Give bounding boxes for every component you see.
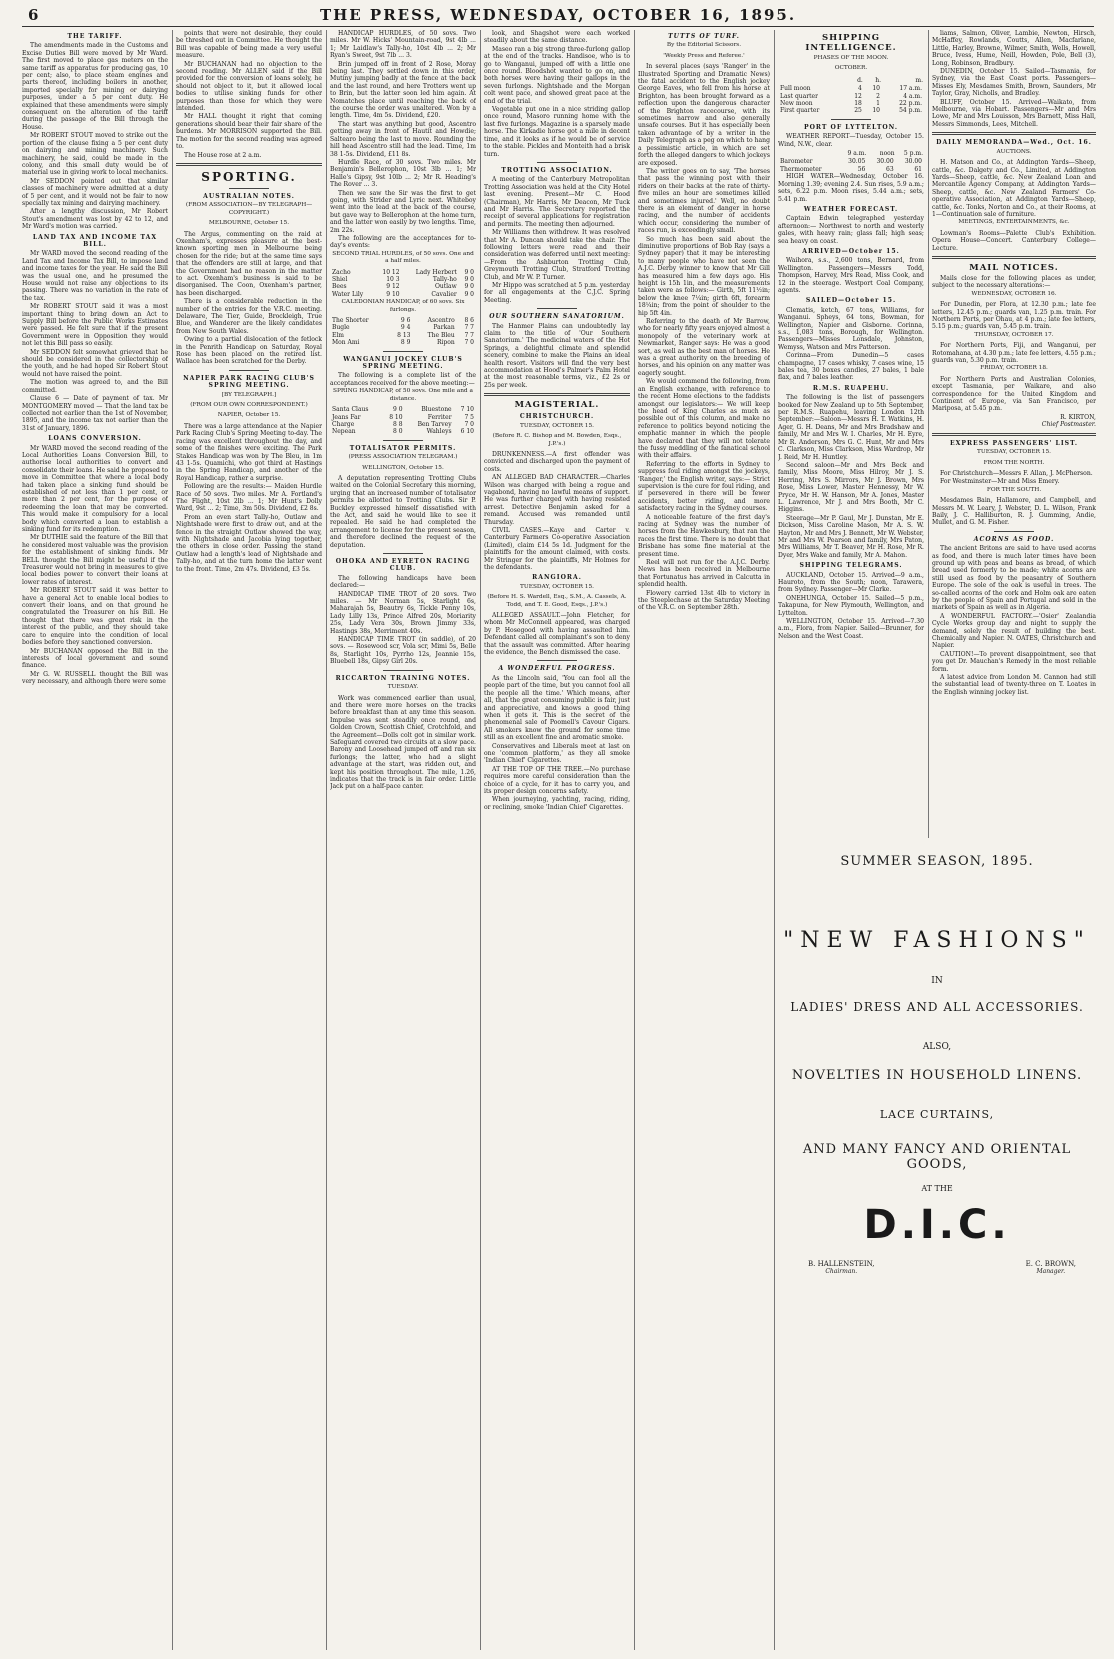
- table-cell: 8 0: [393, 428, 403, 436]
- article-paragraph: A WONDERFUL FACTORY.—'Osier' Zealandia Cycle Works group day and night to supply the demand, solely the result of building the best. Chemically and Napier. N. OATES, Christchurch and Napier.: [932, 612, 1096, 650]
- divider: [383, 670, 423, 671]
- article-paragraph: Clause 6 — Date of payment of tax. Mr MONTGOMERY moved — That the land tax be collected not earlier than the 1st of November, 1895, and the income tax not earlier than the 31st of January, 1896.: [22, 395, 168, 432]
- subheading: AUCTIONS.: [996, 148, 1032, 155]
- table-cell: 9 0: [464, 290, 474, 298]
- dateline: MELBOURNE, October 15.: [208, 220, 290, 227]
- acceptance-row: [330, 428, 476, 435]
- article-paragraph: HANDICAP TIME TROT of 20 sovs. Two miles. — Mr Norman 5s, Starlight 6s, Maharajah 5s, Beautry 6s, Tickle Penny 10s, Lady Lilly 13s, Prince Alfred 20s, Moriarity 25s, Lady Vera 30s, Brown Jimmy 33s, Hastings 38s, Merriment 40s.: [330, 590, 476, 635]
- table-cell: 9 0: [393, 406, 403, 414]
- column-rule: [172, 30, 173, 1650]
- article-paragraph: The ancient Britons are said to have used acorns as food, and there is much later times have been ground up with peas and beans as bread, of which bread used formerly to be made; white acorns are still used as food by the peasantry of Southern Europe. The sole of the oak is useful in trees. The so-called acorns of the cork and Holm oak are eaten by the people of Spain and Portugal and sold in the markets of Spain as well as in Algeria.: [932, 545, 1096, 612]
- section-title-magisterial: MAGISTERIAL.: [514, 400, 600, 411]
- dateline: WEDNESDAY, OCTOBER 16.: [971, 290, 1057, 297]
- chairman-role: Chairman.: [825, 1268, 858, 1275]
- article-paragraph: Mesdames Bain, Hallamore, and Campbell, and Messrs M. W. Leary, J. Webster, D. L. Wilson, Frank Baily, J. C. Halliburton, R. J. Gumming, Andie, Mullet, and G. M. Fisher.: [932, 497, 1096, 527]
- column-2: [176, 30, 322, 1650]
- column-1: [22, 30, 168, 1650]
- dateline: (PRESS ASSOCIATION TELEGRAM.): [348, 454, 458, 461]
- table-cell: 9 12: [386, 283, 400, 291]
- table-cell: 30.00: [904, 158, 922, 166]
- article-paragraph: ONEHUNGA, October 15. Sailed—5 p.m., Takapuna, for New Plymouth, Wellington, and Lyttelton.: [778, 594, 924, 617]
- table-cell: Lady Herbert: [415, 268, 457, 276]
- article-paragraph: Vegetable put one in a nice striding gallop once round, Masoro running home with the last five furlongs. Magazine is a sparsely made horse. The Kirkadie horse got a mile in decent time, and it looks as if he would be of service to the stable. Pickles and Monteith had a brisk turn.: [484, 106, 630, 158]
- table-cell: 54 p.m.: [899, 107, 922, 115]
- signature-role: Chief Postmaster.: [1041, 421, 1096, 429]
- ad-ladies-dress: LADIES' DRESS AND ALL ACCESSORIES.: [790, 1000, 1084, 1014]
- table-cell: 7 7: [464, 331, 474, 339]
- table-cell: Tally-ho: [432, 276, 457, 283]
- article-paragraph: Brin jumped off in front of 2 Rose, Moray being last. They settled down in this order, Mutiny jumping badly at the fence at the back and the last round, and here Trotters went up to Brin, but the latter soon led him again. At Nomatches place until reaching the back of the course the order was unaltered. Won by a length. Time, 4m 5s. Dividend, £20.: [330, 60, 476, 120]
- divider: [176, 163, 322, 166]
- acceptance-row: [330, 283, 476, 290]
- table-cell: 30.05: [848, 158, 866, 166]
- article-paragraph: The House rose at 2 a.m.: [184, 151, 262, 159]
- article-paragraph: Mr Williams then withdrew. It was resolved that Mr A. Duncan should take the chair. The following letters were read and their consideration was deferred until next meeting:—From the Ashburton Trotting Club, Greymouth Trotting Club, Stratford Trotting Club, and Mr W. P. Turner.: [484, 229, 630, 281]
- article-paragraph: BLUFF, October 15. Arrived—Waikato, from Melbourne, via Hobart. Passengers—Mr and Mrs Lowe, Mr and Mrs Louisson, Mrs Barnett, Miss Hall, Messrs Simmonds, Lees, Mitchell.: [932, 98, 1096, 128]
- divider: [229, 370, 269, 371]
- divider: [994, 531, 1034, 532]
- dateline: NAPIER, October 15.: [217, 412, 281, 419]
- column-rule: [774, 30, 775, 1650]
- table-cell: 8 10: [389, 413, 403, 421]
- ad-season: SUMMER SEASON, 1895.: [840, 854, 1034, 869]
- dic-logo: D.I.C.: [863, 1202, 1011, 1248]
- article-paragraph: Mr SEDDON pointed out that similar classes of machinery were admitted at a duty of 5 per cent, and it would not be fair to now specially tax mining and dairying machinery.: [22, 177, 168, 207]
- article-paragraph: Corinna—From Dunedin—5 cases champagne, 17 cases whisky, 7 cases wine, 15 bales tea, 30 boxes candles, 27 bales, 1 bale flax, and 7 bales leather.: [778, 352, 924, 382]
- ad-lace-curtains: LACE CURTAINS,: [879, 1108, 995, 1121]
- article-paragraph: Then we saw the Sir was the first to get going, with Strider and Lyric next. Whiteboy went into the lead at the back of the course, but gave way to Bellerophon at the home turn, and the latter won easily by two lengths. Time, 2m 22s.: [330, 189, 476, 234]
- table-cell: 9 0: [464, 283, 474, 291]
- subheading: MEETINGS, ENTERTAINMENTS, &c.: [958, 219, 1070, 226]
- dateline: FRIDAY, OCTOBER 18.: [980, 365, 1048, 372]
- moon-header-row: [778, 76, 924, 85]
- table-cell: Ripon: [436, 339, 455, 347]
- table-cell: 7 10: [460, 406, 474, 414]
- table-header-cell: noon: [879, 150, 895, 158]
- article-paragraph: Mr Hippo was scratched at 5 p.m. yesterday for all engagements at the C.J.C. Spring Meeting.: [484, 282, 630, 304]
- article-paragraph: Following are the results:— Maiden Hurdle Race of 50 sovs. Two miles. Mr A. Fortland's The Flight, 10st 2lb ... 1; Mr Hunt's Dolly Ward, 9st ... 2; Time, 3m 50s. Dividend, £2 8s.: [176, 483, 322, 513]
- table-cell: The Shorter: [332, 317, 369, 325]
- table-cell: Cavalier: [431, 290, 457, 298]
- table-cell: 9 10: [386, 290, 400, 298]
- table-cell: The Bleu: [427, 331, 455, 339]
- ad-also: ALSO,: [922, 1042, 952, 1052]
- article-paragraph: Second saloon—Mr and Mrs Beck and family, Miss Moore, Miss Hilroy, Mr J. S. Herring, Mrs S. Mirrors, Mr J. Brown, Mrs Rose, Miss Lower, Master Hennessy, Mr W. Pryce, Mr H. W. Hanson, Mr A. Jones, Master L. Lawrence, Mr J. and Mrs Booth, Mr C. Higgins.: [778, 461, 924, 514]
- weather-row: [778, 166, 924, 173]
- article-paragraph: Mr WARD moved the second reading of the Local Authorities Loans Conversion Bill, to authorise local authorities to convert and consolidate their loans. He said he proposed to move in Committee that where a local body had taken place a sinking fund should be established of not less than 1 per cent, or more than 2 per cent, for the purpose of redeeming the loan that may be converted. This would make it compulsory for a local body which converted a loan to establish a sinking fund for its redemption.: [22, 444, 168, 533]
- table-cell: First quarter: [780, 107, 820, 115]
- article-paragraph: For Christchurch—Messrs F. Allan, J. McPherson.: [940, 469, 1093, 477]
- article-paragraph: ALLEGED ASSAULT.—John Fletcher, for whom Mr McConnell appeared, was charged by P. Hosegood with having assaulted him. Defendant called all complainant's son to deny that the assault was committed. After hearing the evidence, the Bench dismissed the case.: [484, 612, 630, 657]
- article-paragraph: WELLINGTON, October 15. Arrived—7.30 a.m., Flora, from Napier. Sailed—Brunner, for Nelson and the West Coast.: [778, 618, 924, 640]
- divider: [537, 308, 577, 309]
- table-cell: 8 9: [400, 339, 411, 347]
- subheading-forecast: WEATHER FORECAST.: [803, 205, 899, 213]
- table-cell: Ben Tarvey: [417, 420, 452, 428]
- race-heading: SECOND TRIAL HURDLES, of 50 sovs. One and a half miles.: [332, 250, 474, 265]
- article-paragraph: Hurdle Race, of 30 sovs. Two miles. Mr Benjamin's Bellerophon, 10st 3lb ... 1; Mr Halle's Gipsy, 9st 10lb ... 2; Mr R. Heading's The Rover ... 3.: [330, 158, 476, 189]
- ad-in: IN: [931, 976, 943, 986]
- ad-signature-manager: [1026, 1260, 1076, 1275]
- newspaper-title: THE PRESS, WEDNESDAY, OCTOBER 16, 1895.: [319, 6, 797, 24]
- article-paragraph: For Northern Ports, Fiji, and Wanganui, per Rotomahana, at 4.30 p.m.; late fee letters, 4.55 p.m.; guards van, 5.30 p.m. train.: [932, 342, 1096, 365]
- headline-memoranda: DAILY MEMORANDA—Wed., Oct. 16.: [936, 139, 1092, 147]
- table-cell: 10: [872, 85, 880, 93]
- table-cell: New moon: [780, 100, 813, 108]
- dateline: [BY TELEGRAPH.]: [221, 391, 277, 398]
- article-paragraph: For Dunedin, per Flora, at 12.30 p.m.; late fee letters, 12.45 p.m.; guards van, 1.25 p.m. train. For Northern Ports, per Ohau, at 4 p.m.; late fee letters, 5.15 p.m.; guards van, 5.45 p.m. train.: [932, 301, 1096, 331]
- table-cell: 2: [876, 92, 880, 100]
- divider: [537, 660, 577, 661]
- headline-tariff: THE TARIFF.: [67, 33, 123, 40]
- table-header-cell: m.: [915, 76, 923, 84]
- headline-trotting: TROTTING ASSOCIATION.: [501, 166, 613, 174]
- article-paragraph: AN ALLEGED BAD CHARACTER.—Charles Wilson was charged with being a rogue and vagabond, having no lawful means of support. He was further charged with having resisted arrest. Detective Benjamin asked for a remand. Accused was remanded until Thursday.: [484, 474, 630, 526]
- ad-new-fashions: "NEW FASHIONS": [783, 928, 1091, 953]
- table-cell: 4: [858, 85, 862, 93]
- headline-totalisator: TOTALISATOR PERMITS.: [349, 444, 457, 452]
- table-cell: Elm: [332, 331, 344, 339]
- article-paragraph: There was a large attendance at the Napier Park Racing Club's Spring Meeting to-day. The racing was excellent throughout the day, and some of the finishes were exciting. The Park Stakes Handicap was won by The Bleu, in 1m 43 1-5s. Quamichi, who got third at Hastings in the Spring Handicap, and another of the Royal Handicap, rather a surprise.: [176, 422, 322, 482]
- divider: [229, 188, 269, 189]
- subheading: PHASES OF THE MOON.: [813, 55, 889, 61]
- article-paragraph: There is a considerable reduction in the number of the entries for the V.R.C. meeting. Delaware, The Tier, Guide, Brockleigh, True Blue, and Wanderer are the likely candidates from New South Wales.: [176, 298, 322, 335]
- table-cell: 6 10: [460, 428, 474, 436]
- moon-phase-row: [778, 93, 924, 100]
- dateline: TUESDAY, OCTOBER 15.: [519, 422, 595, 429]
- article-paragraph: The following is the list of passengers booked for New Zealand up to 5th September, per R.M.S. Ruapehu, leaving London 12th September:—Saloon—Messrs H. T. Watkins, H. Ager, G. H. Deans, Mr and Mrs Bradshaw and family, Mr and Mrs W. I. Charles, Mr H. Eyre, Mr R. Anderson, Mrs G. C. Hunt, Mr and Mrs C. Clarkson, Miss Clarkson, Miss Wardrop, Mr J. Reid, Mr H. Huntley.: [778, 394, 924, 461]
- subheading-ruapehu: R.M.S. RUAPEHU.: [812, 384, 890, 392]
- article-paragraph: The Hanmer Plains can undoubtedly lay claim to the title of 'Our Southern Sanatorium.' The medicinal waters of the Hot Springs, a delightful climate and splendid scenery, combine to make the Plains an ideal health resort. Visitors will find the very best accommodation at Hood's Palmer's Palm Hotel at the most reasonable terms, viz., £2 2s or 25s per week.: [484, 322, 630, 389]
- moon-phase-row: [778, 100, 924, 107]
- headline-express: EXPRESS PASSENGERS' LIST.: [950, 439, 1078, 447]
- manager-role: Manager.: [1036, 1268, 1066, 1275]
- headline-riccarton: RICCARTON TRAINING NOTES.: [335, 674, 471, 682]
- divider: [383, 351, 423, 352]
- column-rule: [928, 30, 929, 838]
- table-cell: Shiel: [332, 276, 348, 283]
- table-header-cell: 5 p.m.: [903, 150, 923, 158]
- table-cell: [778, 76, 846, 85]
- acceptance-row: [330, 324, 476, 331]
- byline: 'Weekly Press and Referee.': [663, 52, 745, 59]
- article-paragraph: AUCKLAND, October 15. Arrived—9 a.m., Hauroto, from the South; noon, Tarawera, from Sydney. Passenger—Mr Clarke.: [778, 571, 924, 594]
- article-paragraph: After a lengthy discussion, Mr Robert Stout's amendment was lost by 42 to 12, and Mr Ward's motion was carried.: [22, 208, 168, 231]
- table-cell: Bees: [332, 283, 347, 291]
- dateline: TUESDAY, OCTOBER 15.: [519, 583, 595, 590]
- subheading-christchurch: CHRISTCHURCH.: [519, 413, 595, 421]
- article-paragraph: A latest advice from London M. Cannon had still the substantial lead of twenty-three on T. Loates in the English winning jockey list.: [932, 674, 1096, 696]
- article-paragraph: From an even start Tally-ho, Outlaw and Nightshade were first to draw out, and at the fence in the straight Outlaw showed the way, with Nightshade and Jacobia lying together, the others in close order. Passing the stand Outlaw had a length's lead of Nightshade and Tally-ho, and at the turn home the latter went to the front. Time, 2m 47s. Dividend, £3 5s.: [176, 513, 322, 573]
- table-header-cell: 9 a.m.: [847, 150, 867, 158]
- article-paragraph: Steerage—Mr P. Gaul, Mr J. Dunstan, Mr E. Dickson, Miss Caroline Mason, Mr A. S. W. Hayton, Mr and Mrs J. Bennett, Mr W. Webster, Mr and Mrs W. Pearson and family, Mrs Paton, Mrs Williams, Mr T. Beaver, Mr H. Rose, Mr R. Dyer, Mrs Wake and family, Mr A. Mahon.: [778, 514, 924, 559]
- article-paragraph: As the Lincoln said, 'You can fool all the people part of the time, but you cannot fool all the people all the time.' Which means, after all, that the great consuming public is fair, just and appreciative, and knows a good thing when it gets it. This is the secret of the phenomenal sale of Poomell's Cavour Cigars. All smokers know the ground for some time still as an excellent fine and aromatic smoke.: [484, 674, 630, 742]
- acceptance-row: [330, 339, 476, 346]
- table-cell: Charge: [332, 420, 355, 428]
- divider: [484, 393, 630, 396]
- table-cell: 1: [876, 100, 880, 108]
- headline-wonderful-progress: A WONDERFUL PROGRESS.: [498, 665, 616, 673]
- manager-name: E. C. BROWN,: [1025, 1260, 1076, 1268]
- acceptance-table: [330, 317, 476, 347]
- weather-table: [778, 149, 924, 173]
- article-paragraph: Owing to a partial dislocation of the fetlock in the Penrith Handicap on Saturday, Royal Rose has been placed on the retired list. Wallace has been scratched for the Derby.: [176, 336, 322, 366]
- acceptance-table: [330, 269, 476, 299]
- table-cell: 8 6: [464, 317, 474, 325]
- article-paragraph: Mr ROBERT STOUT moved to strike out the portion of the clause fixing a 5 per cent duty on dairying and mining machinery. Such machinery, he said, could be made in the colony, and this small duty would be of material use in giving work to local mechanics.: [22, 132, 168, 177]
- article-paragraph: look, and Shagshot were each worked steadily about the same distance.: [484, 30, 630, 45]
- acceptance-row: [330, 406, 476, 413]
- article-paragraph: Mr HALL thought it right that coming generations should bear their fair share of the burdens. Mr MORRISON supported the Bill. The motion for the second reading was agreed to.: [176, 113, 322, 151]
- article-paragraph: DUNEDIN, October 15. Sailed—Tasmania, for Sydney, via the East Coast ports. Passengers—Misses Ely, Mesdames Smith, Brown, Saunders, Mr Taylor, Gray, Nicholls, and Bradley.: [932, 68, 1096, 98]
- table-cell: 9 6: [400, 317, 411, 325]
- article-paragraph: Work was commenced earlier than usual, and there were more horses on the tracks before breakfast than at any time this season. Impulse was sent steadily once round, and Golden Crown, Scottish Chief, Crotchfold, and the Agreement—Dolls colt got in similar work. Safeguard covered two circuits at a slow pace. Barony and Loosehead jumped off and ran six furlongs; the latter, who had a slight advantage at the start, was ridden out, and kept his position throughout. The mile, 1.26, indicates that the track is in fair order. Little Jack put on a half-pace canter.: [330, 694, 476, 791]
- table-cell: 7 0: [464, 339, 474, 347]
- table-cell: 12: [854, 92, 862, 100]
- article-paragraph: The writer goes on to say, 'The horses that pass the winning post with their riders on their backs at the rate of thirty-five miles an hour are sometimes killed and sometimes injured.' Well, no doubt there is an element of danger in horse racing, and the number of accidents which occur, considering the number of races run, is exceedingly small.: [638, 167, 770, 235]
- article-paragraph: liams, Salmon, Oliver, Lambie, Newton, Hirsch, McHaffey, Rowlands, Coutts, Allen, Macfarlane, Little, Harley, Browne, Wilmer, Smith, Wells, Howell, Bruce, Ivess, Hume, Neill, Howden, Pole, Bell (3), Long, Robinson, Bradbury.: [932, 30, 1096, 67]
- article-paragraph: Mr ROBERT STOUT said it was a most important thing to bring down an Act to Supply Bill before the Public Works Estimates were passed. He felt sure that if the present Government were in Opposition they would not let this Bill pass so easily.: [22, 303, 168, 348]
- ad-at-the: AT THE: [921, 1184, 953, 1193]
- article-paragraph: Mr SEDDON felt somewhat grieved that he should be considered in the collectorship of the youth, and he had hoped Sir Robert Stout would not have raised the point.: [22, 348, 168, 378]
- article-paragraph: So much has been said about the diminutive proportions of Bob Ray (says a Sydney paper) that it may be interesting to many people who have not seen the A.J.C. Derby winner to know that Mr Gill has measured him a few days ago. His height is 15h 1in, and the measurements taken were as follows:— Girth, 5ft 11½in; below the knee 7¼in; girth 6ft, forearm 18¼in; from the point of shoulder to the hip 5ft 4in.: [638, 235, 770, 317]
- table-cell: 9 4: [400, 324, 411, 332]
- table-cell: Bluestone: [421, 406, 452, 414]
- article-paragraph: In several places (says 'Ranger' in the Illustrated Sporting and Dramatic News) the fatal accident to the English jockey George Eaves, who fell from his horse at Brighton, has been brought forward as a reflection upon the dangerous character of the Brighton racecourse, with its sometimes narrow and also generally unsafe courses. But it has especially been taken advantage of by a writer in the Daily Telegraph as a peg on which to hang a pessimistic article, in which are set forth the alleged dangers to which jockeys are exposed.: [638, 63, 770, 167]
- article-paragraph: Mr BUCHANAN opposed the Bill in the interests of local government and sound finance.: [22, 647, 168, 670]
- article-paragraph: Mr WARD moved the second reading of the Land Tax and Income Tax Bill, to impose land and income taxes for the year. He said the Bill was the usual one, and he presumed the House would not raise any objections to its passing. There was no variation in the rate of the tax.: [22, 250, 168, 302]
- subheading: FOR THE SOUTH.: [986, 486, 1042, 493]
- article-paragraph: HANDICAP TIME TROT (in saddle), of 20 sovs. — Rosewood scr, Vola scr, Mimi 5s, Belle 8s, Starlight 10s, Pyrrho 12s, Jeannie 15s, Bluebell 18s, Gipsy Girl 20s.: [330, 636, 476, 666]
- dateline: WELLINGTON, October 15.: [362, 464, 444, 471]
- headline-ohoka: OHOKA AND EYRETON RACING CLUB.: [335, 558, 471, 573]
- table-cell: 7 7: [464, 324, 474, 332]
- divider: [537, 162, 577, 163]
- subheading-telegrams: SHIPPING TELEGRAMS.: [799, 562, 903, 570]
- moon-phase-table: [778, 76, 924, 115]
- acceptance-row: [330, 269, 476, 276]
- table-cell: Bugle: [332, 324, 350, 332]
- ad-fancy-goods: AND MANY FANCY AND ORIENTAL GOODS,: [802, 1142, 1072, 1172]
- divider: [932, 132, 1096, 135]
- article-paragraph: Reel will not run for the A.J.C. Derby. News has been received in Melbourne that Fortunatus has arrived in Calcutta in splendid health.: [638, 559, 770, 589]
- table-header-cell: h.: [875, 76, 881, 84]
- section-title-sporting: SPORTING.: [201, 169, 297, 184]
- table-cell: Barometer: [780, 158, 813, 166]
- table-cell: 9 0: [464, 276, 474, 283]
- divider: [932, 433, 1096, 436]
- dateline: TUESDAY.: [387, 684, 419, 691]
- article-paragraph: Maseo ran a big strong three-furlong gallop at the end of the tracks. Handisoe, who is to go to Wanganui, jumped off with a little one once round. Bloodshot wanted to go on, and both horses were having their gallops in the seven furlongs. Nightshade and the Morgan colt went pace, and showed great pace at the end of the trial.: [484, 45, 630, 105]
- headline-loans-conversion: LOANS CONVERSION.: [48, 435, 142, 443]
- weather-header-row: [778, 149, 924, 158]
- acceptance-row: [330, 317, 476, 324]
- table-cell: 63: [886, 165, 894, 173]
- table-cell: 61: [914, 165, 922, 173]
- column-3: [330, 30, 476, 1650]
- table-cell: 8 8: [393, 420, 403, 428]
- race-heading: CALEDONIAN HANDICAP, of 60 sovs. Six furlongs.: [341, 299, 465, 313]
- column-5: [638, 30, 770, 1650]
- headline-land-tax: LAND TAX AND INCOME TAX BILL.: [32, 233, 158, 248]
- dateline: (Before H. S. Wardell, Esq., S.M., A. Cassels, A. Todd, and T. E. Good, Esqs., J.P.'s.): [487, 594, 627, 608]
- article-paragraph: The Argus, commenting on the raid at Oxenham's, expresses pleasure at the best-known sporting men in Melbourne being chosen for the ride; but at the same time says that the offenders are still at large, and that the Government had no reason in the matter to act. Oxenham's business is said to be disorganised. The Coon, Oxenham's partner, has been discharged.: [176, 230, 322, 297]
- divider: [383, 440, 423, 441]
- acceptance-table: [330, 406, 476, 436]
- table-cell: 18: [854, 100, 862, 108]
- subheading-arrived: ARRIVED—October 15.: [802, 247, 900, 255]
- article-paragraph: H. Matson and Co., at Addington Yards—Sheep, cattle, &c. Dalgety and Co., Limited, at Addington Yards—Sheep, cattle, &c. New Zealand Loan and Mercantile Agency Company, at Addington Yards—Sheep, cattle, &c. New Zealand Farmers' Co-operative Association, at Addington Yards—Sheep, cattle, &c. Tonks, Norton and Co., at their Rooms, at 1—Continuation sale of furniture.: [932, 159, 1096, 218]
- table-cell: 22 p.m.: [899, 100, 922, 108]
- article-paragraph: A meeting of the Canterbury Metropolitan Trotting Association was held at the City Hotel last evening. Present—Mr C. Hood (Chairman), Mr Harris, Mr Deacon, Mr Tuck and Mr Harris. The Secretary reported the receipt of several applications for registration and permits. The meeting then adjourned.: [484, 176, 630, 228]
- page-number: 6: [28, 6, 39, 24]
- article-paragraph: A deputation representing Trotting Clubs waited on the Colonial Secretary this morning, urging that an increased number of totalisator permits be allotted to Trotting Clubs. Sir P. Buckley expressed himself dissatisfied with the Act, and said he would like to see it repealed. He said he had completed the arrangement to license for the present season, and therefore declined the request of the deputation.: [330, 474, 476, 549]
- dateline: TUESDAY, OCTOBER 15.: [976, 449, 1052, 456]
- article-paragraph: Mr DUTHIE said the feature of the Bill that he considered most valuable was the provision for the establishment of sinking funds. Mr BELL thought the Bill might be useful if the Treasurer would not bring in measures to give local bodies power to convert their loans at lower rates of interest.: [22, 534, 168, 586]
- article-paragraph: The amendments made in the Customs and Excise Duties Bill were moved by Mr Ward. The first moved to place gas meters on the same tariff as apparatus for producing gas, 10 per cent; also, to place steam engines and parts thereof, including boilers in another, imported specially for mining or dairying purposes, under a 5 per cent duty. He explained that these amendments were simply consequent on the alteration of the tariff during the passage of the Bill through the House.: [22, 42, 168, 131]
- headline-tufts-of-turf: TUTTS OF TURF.: [668, 33, 740, 40]
- article-paragraph: DRUNKENNESS.—A first offender was convicted and discharged upon the payment of costs.: [484, 450, 630, 473]
- article-paragraph: Mails close for the following places as under, subject to the necessary alterations:—: [932, 274, 1096, 290]
- article-paragraph: WEATHER REPORT—Tuesday, October 15. Wind, N.W., clear.: [778, 133, 924, 148]
- headline-mail-notices: MAIL NOTICES.: [969, 262, 1059, 273]
- table-cell: 7 5: [464, 413, 474, 421]
- signature: R. KIRTON,: [1060, 413, 1096, 421]
- table-cell: [778, 149, 839, 158]
- chairman-name: B. HALLENSTEIN,: [808, 1260, 875, 1268]
- subheading: FROM THE NORTH.: [983, 459, 1045, 466]
- acceptance-row: [330, 291, 476, 298]
- table-cell: Ascentro: [427, 317, 455, 325]
- article-paragraph: The start was anything but good, Ascentro getting away in front of Hautit and Howdie; Saltearo being the last to move. Rounding the hill head Ascentro still had the lead. Time, 1m 38 1-5s. Dividend, £11 8s.: [330, 120, 476, 158]
- article-paragraph: Mr ROBERT STOUT said it was better to have a general Act to enable local bodies to convert their loans, and on that ground he congratulated the Treasurer on his Bill. He thought that there was great risk in the interest of the public, and they should take care to enquire into the condition of local bodies before they sanctioned conversion.: [22, 587, 168, 647]
- table-cell: Full moon: [780, 85, 811, 93]
- headline-wanganui: WANGANUI JOCKEY CLUB'S SPRING MEETING.: [343, 355, 463, 371]
- article-paragraph: The following are the acceptances for to-day's events:: [330, 234, 476, 250]
- table-cell: Wahleys: [426, 428, 452, 436]
- article-paragraph: Referring to the death of Mr Barrow, who for nearly fifty years enjoyed almost a monopoly of the veterinary work at Newmarket, Ranger says: He was a good sort, as well as the best man of horses. He was a great authority on the breeding of horses, and his opinion on any matter was eagerly sought.: [638, 318, 770, 377]
- table-cell: 25: [854, 107, 862, 115]
- article-paragraph: The following is a complete list of the acceptances received for the above meeting:—: [330, 372, 476, 387]
- dateline: (FROM OUR OWN CORRESPONDENT.): [190, 402, 308, 409]
- ad-signature-chairman: [808, 1260, 875, 1275]
- table-cell: Jeans Far: [332, 413, 361, 421]
- column-rule: [326, 30, 327, 1650]
- article-paragraph: The following handicaps have been declared:—: [330, 574, 476, 590]
- article-paragraph: HIGH WATER—Wednesday, October 16. Morning 1.39; evening 2.4. Sun rises, 5.9 a.m.; sets, 6.22 p.m. Moon rises, 5.44 a.m.; sets, 5.41 p.m.: [778, 173, 924, 203]
- table-cell: 9 0: [464, 268, 474, 276]
- headline-port: PORT OF LYTTELTON.: [804, 123, 898, 131]
- article-paragraph: AT THE TOP OF THE TREE.—No purchase requires more careful consideration than the choice of a cycle, for it has to carry you, and its proper design concerns safety.: [484, 765, 630, 795]
- table-cell: Water Lily: [332, 290, 364, 298]
- table-cell: Ferriter: [427, 413, 452, 421]
- table-cell: 10: [872, 107, 880, 115]
- table-cell: 4 a.m.: [903, 92, 922, 100]
- acceptance-row: [330, 276, 476, 283]
- article-paragraph: Referring to the efforts in Sydney to suppress foul riding amongst the jockeys, 'Ranger,' the English writer, says:— Strict supervision is the cure for foul riding, and if persevered in there will be fewer accidents, better riding, and more satisfactory racing in the Sydney courses.: [638, 460, 770, 513]
- byline: By the Editorial Scissors.: [666, 42, 742, 49]
- column-6: [778, 30, 924, 838]
- article-paragraph: Mr G. W. RUSSELL thought the Bill was very necessary, and although there were some: [22, 670, 168, 686]
- article-paragraph: Flowery carried 13st 4lb to victory in the Steeplechase at the Saturday Meeting of the V.R.C. on September 28th.: [638, 589, 770, 612]
- subheading-rangiora: RANGIORA.: [532, 574, 582, 582]
- article-paragraph: Lowman's Rooms—Palette Club's Exhibition. Opera House—Concert. Canterbury College—Lecture.: [932, 229, 1096, 252]
- table-cell: 10 12: [382, 268, 400, 276]
- dateline: (Before R. C. Bishop and M. Bowden, Esqs., J.P.'s.): [492, 433, 622, 447]
- divider: [831, 119, 871, 120]
- table-cell: 8 13: [397, 331, 411, 339]
- article-paragraph: A noticeable feature of the first day's racing at Sydney was the number of horses from the Hawkesbury, that ran the races the first time. There is no doubt that Brisbane has some fine material at the present time.: [638, 513, 770, 558]
- dateline: (FROM ASSOCIATION—BY TELEGRAPH—COPYRIGHT.): [185, 202, 313, 216]
- dic-advertisement: [778, 842, 1096, 1652]
- article-paragraph: The motion was agreed to, and the Bill committed.: [22, 379, 168, 394]
- table-cell: Santa Claus: [332, 406, 369, 414]
- dateline: THURSDAY, OCTOBER 17.: [974, 331, 1054, 338]
- column-rule: [480, 30, 481, 1650]
- table-cell: Mon Ami: [332, 339, 360, 347]
- table-cell: Last quarter: [780, 92, 818, 100]
- article-paragraph: points that were not desirable, they could be threshed out in Committee. He thought the Bill was capable of being made a very useful measure.: [176, 30, 322, 60]
- moon-phase-row: [778, 107, 924, 114]
- article-paragraph: HANDICAP HURDLES, of 50 sovs. Two miles. Mr W. Hicks' Mountain-road, 9st 4lb ... 1; Mr Laidlaw's Tally-ho, 10st 4lb ... 2; Mr Ryan's Sweet, 9st 7lb ... 3.: [330, 30, 476, 60]
- table-cell: Thermometer: [780, 165, 822, 173]
- article-paragraph: CAUTION!—To prevent disappointment, see that you get Dr. Mauchan's Remedy in the most reliable form.: [932, 650, 1096, 673]
- table-cell: 10 3: [386, 276, 400, 283]
- article-paragraph: Captain Edwin telegraphed yesterday afternoon:— Northwest to north and westerly gales, with heavy rain; glass fall; high seas; sea heavy on coast.: [778, 215, 924, 245]
- table-cell: Zacho: [332, 268, 351, 276]
- article-paragraph: For Westminster—Mr and Miss Emery.: [940, 478, 1060, 486]
- headline-acorns: ACORNS AS FOOD.: [973, 535, 1055, 543]
- column-4: [484, 30, 630, 1650]
- subheading-sailed: SAILED—October 15.: [805, 297, 897, 305]
- ad-novelties: NOVELTIES IN HOUSEHOLD LINENS.: [791, 1068, 1083, 1083]
- headline-australian-notes: AUSTRALIAN NOTES.: [203, 192, 295, 200]
- column-rule: [634, 30, 635, 1650]
- masthead: [22, 6, 1094, 27]
- moon-phase-row: [778, 85, 924, 92]
- table-cell: 7 0: [464, 420, 474, 428]
- article-paragraph: Conservatives and Liberals meet at last on one 'common platform,' as they all smoke 'Indian Chief' Cigarettes.: [484, 742, 630, 765]
- acceptance-row: [330, 332, 476, 339]
- divider: [932, 256, 1096, 259]
- table-header-cell: d.: [857, 76, 863, 84]
- table-cell: 17 a.m.: [899, 85, 922, 93]
- section-title-shipping: SHIPPING INTELLIGENCE.: [805, 33, 897, 53]
- divider: [383, 553, 423, 554]
- table-cell: 56: [857, 165, 866, 173]
- article-paragraph: Mr BUCHANAN had no objection to the second reading. Mr ALLEN said if the Bill provided for the conversion of loans solely, he should not object to it, but it allowed local bodies to utilise sinking funds for other purposes than those for which they were intended.: [176, 60, 322, 113]
- table-cell: Outlaw: [434, 283, 457, 291]
- article-paragraph: We would commend the following, from an English exchange, with reference to the recent Home elections to the faddists amongst our legislators:— We will keep the head of King Charles as much as possible out of this column, and make no reference to politics beyond noticing the emphatic manner in which the people have declared that they will not tolerate the fussy meddling of the fanatical school with their affairs.: [638, 378, 770, 460]
- acceptance-row: [330, 421, 476, 428]
- table-cell: 30.00: [876, 158, 894, 166]
- article-paragraph: When journeying, yachting, racing, riding, or reclining, smoke 'Indian Chief' Cigarettes.: [484, 796, 630, 811]
- table-cell: Parkan: [433, 324, 455, 332]
- table-cell: Nepean: [332, 428, 356, 436]
- article-paragraph: CIVIL CASES.—Kaye and Carter v. Canterbury Farmers Co-operative Association (Limited), claim £14 5s 1d. Judgment for the plaintiffs for the amount claimed, with costs. Mr Stringer for the plaintiffs, Mr Holmes for the defendants.: [484, 526, 630, 571]
- subheading: OCTOBER.: [834, 65, 868, 72]
- acceptance-row: [330, 414, 476, 421]
- article-paragraph: Clematis, ketch, 67 tons, Williams, for Wanganui. Spheys, 64 tons, Bowman, for Wellington, Napier and Gisborne. Corinna, s.s., 1,083 tons, Borough, for Wellington. Passengers—Misses Lonsdale, Johnston, Wemyss, Watson and Mrs Patterson.: [778, 306, 924, 351]
- race-heading: SPRING HANDICAP, of 50 sovs. One mile and a distance.: [333, 388, 473, 402]
- article-paragraph: Waihora, s.s., 2,600 tons, Bernard, from Wellington. Passengers—Messrs Todd, Thompson, Harvey, Mrs Read, Miss Cook, and 12 in the steerage. Westport Coal Company, agents.: [778, 257, 924, 294]
- article-paragraph: For Northern Ports and Australian Colonies, except Tasmania, per Waikare, and also correspondence for the United Kingdom and Continent of Europe, via San Francisco, per Mariposa, at 5.45 p.m.: [932, 375, 1096, 413]
- weather-row: [778, 158, 924, 165]
- headline-napier-park: NAPIER PARK RACING CLUB'S SPRING MEETING.: [183, 374, 315, 390]
- headline-sanatorium: OUR SOUTHERN SANATORIUM.: [489, 313, 625, 321]
- column-7: [932, 30, 1096, 838]
